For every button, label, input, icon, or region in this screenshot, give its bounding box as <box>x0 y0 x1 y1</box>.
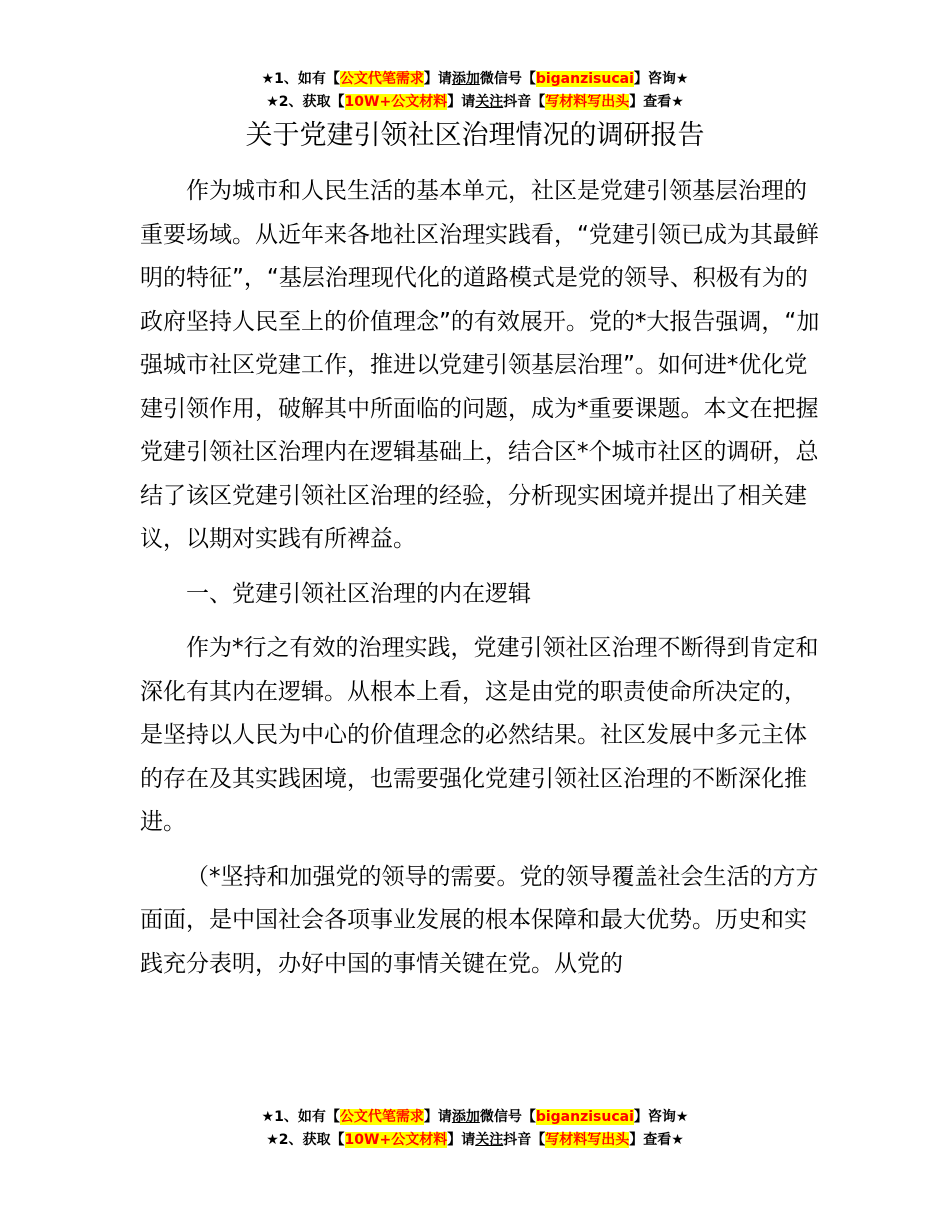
banner-emphasis: 添加 <box>451 71 480 87</box>
wechat-id-highlight: biganzisucai <box>535 71 634 87</box>
banner-emphasis: 关注 <box>475 94 504 110</box>
star-icon: ★ <box>266 94 279 110</box>
banner-text: 】请 <box>423 71 452 87</box>
header-banner <box>0 68 950 114</box>
star-icon: ★ <box>675 1109 689 1125</box>
douyin-id-highlight: 写材料写出头 <box>545 94 630 110</box>
star-icon: ★ <box>261 1109 275 1125</box>
banner-text: 抖音【 <box>503 1132 546 1148</box>
paragraph-intro: 作为城市和人民生活的基本单元，社区是党建引领基层治理的重要场域。从近年来各地社区治理实践看，“党建引领已成为其最鲜明的特征”，“基层治理现代化的道路模式是党的领导、积极有为的政府坚持人民至上的价值理念”的有效展开。党的*大报告强调，“加强城市社区党建工作，推进以党建引领基层治理”。如何进*优化党建引领作用，破解其中所面临的问题，成为*重要课题。本文在把握党建引领社区治理内在逻辑基础上，结合区*个城市社区的调研，总结了该区党建引领社区治理的经验，分析现实困境并提出了相关建议，以期对实践有所裨益。 <box>140 178 820 552</box>
banner-text: 】请 <box>423 1109 452 1125</box>
star-icon: ★ <box>266 1132 279 1148</box>
banner-text: 微信号【 <box>479 1109 536 1125</box>
banner-text: 】咨询 <box>633 1109 676 1125</box>
banner-line-1 <box>0 68 950 91</box>
banner-highlight: 公文代笔需求 <box>339 1109 424 1125</box>
paragraph-logic: 作为*行之有效的治理实践，党建引领社区治理不断得到肯定和深化有其内在逻辑。从根本上看，这是由党的职责使命所决定的，是坚持以人民为中心的价值理念的必然结果。社区发展中多元主体的存在及其实践困境，也需要强化党建引领社区治理的不断深化推进。 <box>140 635 819 835</box>
section-heading: 一、党建引领社区治理的内在逻辑 <box>186 580 531 607</box>
banner-highlight: 10W+公文材料 <box>344 1132 448 1148</box>
banner-highlight: 公文代笔需求 <box>339 71 424 87</box>
star-icon: ★ <box>671 94 684 110</box>
banner-text: 】请 <box>447 94 476 110</box>
star-icon: ★ <box>671 1132 684 1148</box>
document-title: 关于党建引领社区治理情况的调研报告 <box>245 120 705 151</box>
banner-text: 2、获取【 <box>278 94 345 110</box>
banner-line-1 <box>0 1106 950 1129</box>
banner-text: 】咨询 <box>633 71 676 87</box>
star-icon: ★ <box>675 71 689 87</box>
banner-text: 2、获取【 <box>278 1132 345 1148</box>
paragraph-leadership: （*坚持和加强党的领导的需要。党的领导覆盖社会生活的方方面面，是中国社会各项事业发展的根本保障和最大优势。历史和实践充分表明，办好中国的事情关键在党。从党的 <box>140 863 819 977</box>
banner-line-2 <box>0 1129 950 1152</box>
banner-text: 1、如有【 <box>274 1109 340 1125</box>
banner-text: 1、如有【 <box>274 71 340 87</box>
banner-highlight: 10W+公文材料 <box>344 94 448 110</box>
document-body <box>140 170 820 986</box>
banner-emphasis: 关注 <box>475 1132 504 1148</box>
banner-emphasis: 添加 <box>451 1109 480 1125</box>
star-icon: ★ <box>261 71 275 87</box>
banner-text: 】查看 <box>629 1132 672 1148</box>
wechat-id-highlight: biganzisucai <box>535 1109 634 1125</box>
banner-text: 】查看 <box>629 94 672 110</box>
banner-text: 微信号【 <box>479 71 536 87</box>
banner-line-2 <box>0 91 950 114</box>
banner-text: 】请 <box>447 1132 476 1148</box>
douyin-id-highlight: 写材料写出头 <box>545 1132 630 1148</box>
footer-banner <box>0 1106 950 1152</box>
banner-text: 抖音【 <box>503 94 546 110</box>
